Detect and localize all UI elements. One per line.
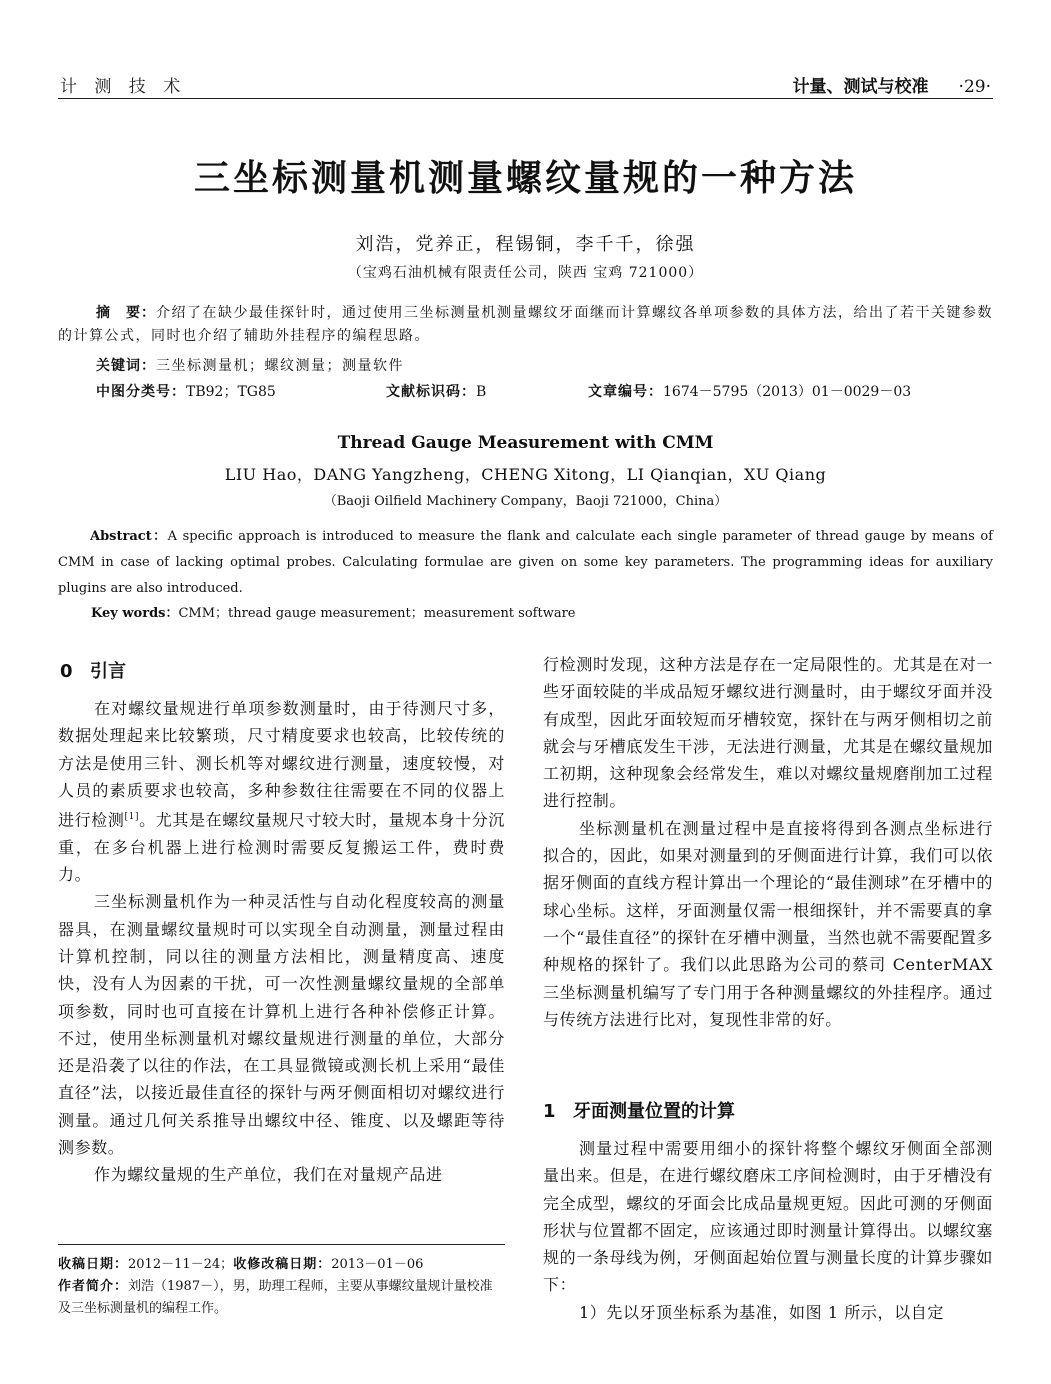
abstract-cn-label: 摘 要：	[96, 305, 156, 321]
section-1-body	[543, 1135, 993, 1326]
keywords-en	[91, 602, 576, 621]
author-list: 刘浩，党养正，程锡铜，李千千，徐强	[355, 234, 696, 255]
left-column-body	[58, 695, 505, 1189]
section-1-paragraph-1: 测量过程中需要用细小的探针将整个螺纹牙侧面全部测量出来。但是，在进行螺纹磨床工序间检测时，由于牙槽没有完全成型，螺纹的牙面会比成品量规更短。因此可测的牙侧面形状与位置都不固定，应该通过即时测量计算得出。以螺纹塞规的一条母线为例，牙侧面起始位置与测量长度的计算步骤如下：	[543, 1139, 993, 1295]
section-1-paragraph-2: 1）先以牙顶坐标系为基准，如图 1 所示，以自定	[579, 1302, 944, 1322]
intro-paragraph-3: 作为螺纹量规的生产单位，我们在对量规产品进	[94, 1165, 443, 1185]
section-0-title: 引言	[90, 661, 126, 682]
keywords-en-label: Key words：	[91, 606, 179, 621]
intro-paragraph-1: 在对螺纹量规进行单项参数测量时，由于待测尺寸多，数据处理起来比较繁琐，尺寸精度要求也较高，比较传统的方法是使用三针、测长机等对螺纹进行测量，速度较慢，对人员的素质要求也较高，多种参数往往需要在不同的仪器上进行检测[1]。尤其是在螺纹量规尺寸较大时，量规本身十分沉重，在多台机器上进行检测时需要反复搬运工件，费时费力。	[58, 699, 505, 885]
abstract-cn-text: 介绍了在缺少最佳探针时，通过使用三坐标测量机测量螺纹牙面继而计算螺纹各单项参数的具体方法，给出了若干关键参数的计算公式，同时也介绍了辅助外挂程序的编程思路。	[58, 305, 993, 344]
received-dates: 收稿日期：2012－11－24；收修改稿日期：2013－01－06	[58, 1257, 424, 1272]
section-0-heading	[60, 657, 126, 683]
section-name: 计量、测试与校准	[792, 77, 929, 97]
section-header	[793, 72, 991, 97]
english-affiliation: （Baoji Oilfield Machinery Company，Baoji 721000，China）	[323, 494, 728, 509]
citation-ref: [1]	[124, 812, 140, 823]
abstract-en-label: Abstract：	[90, 529, 168, 544]
section-1-number: 1	[543, 1101, 556, 1122]
section-0-number: 0	[60, 661, 73, 682]
keywords-en-text: CMM；thread gauge measurement；measurement software	[178, 606, 576, 621]
footnote-rule	[58, 1244, 505, 1245]
section-1-heading	[543, 1097, 735, 1123]
affiliation: （宝鸡石油机械有限责任公司，陕西 宝鸡 721000）	[347, 265, 704, 281]
journal-name: 计 测 技 术	[60, 77, 187, 97]
page-number: ·29·	[958, 77, 991, 97]
keywords-cn-label: 关键词：	[96, 358, 156, 374]
author-bio: 作者简介：刘浩（1987－），男，助理工程师，主要从事螺纹量规计量校准及三坐标测量机的编程工作。	[58, 1279, 493, 1316]
english-authors: LIU Hao，DANG Yangzheng，CHENG Xitong，LI Qianqian，XU Qiang	[224, 465, 827, 484]
abstract-en	[58, 524, 993, 602]
header-rule	[58, 98, 993, 99]
article-number: 文章编号：1674－5795（2013）01－0029－03	[588, 384, 912, 400]
intro-paragraph-2: 三坐标测量机作为一种灵活性与自动化程度较高的测量器具，在测量螺纹量规时可以实现全自动测量，测量过程由计算机控制，同以往的测量方法相比，测量精度高、速度快，没有人为因素的干扰，可一次性测量螺纹量规的全部单项参数，同时也可直接在计算机上进行各种补偿修正计算。不过，使用坐标测量机对螺纹量规进行测量的单位，大部分还是沿袭了以往的作法，在工具显微镜或测长机上采用“最佳直径”法，以接近最佳直径的探针与两牙侧面相切对螺纹进行测量。通过几何关系推导出螺纹中径、锥度、以及螺距等待测参数。	[58, 892, 505, 1158]
keywords-cn	[96, 355, 404, 375]
abstract-cn	[58, 302, 993, 348]
footnote	[58, 1254, 505, 1320]
english-title: Thread Gauge Measurement with CMM	[337, 433, 714, 453]
abstract-en-text: A specific approach is introduced to measure the flank and calculate each single parameter of thread gauge by means of CMM in case of lacking optimal probes. Calculating formulae are given on some key parameters. The programming ideas for auxiliary plugins are also introduced.	[58, 529, 993, 596]
paper-title: 三坐标测量机测量螺纹量规的一种方法	[193, 158, 857, 199]
right-column-body	[543, 651, 993, 1033]
doc-code: 文献标识码：B	[386, 384, 487, 400]
right-paragraph-2: 坐标测量机在测量过程中是直接将得到各测点坐标进行拟合的，因此，如果对测量到的牙侧面进行计算，我们可以依据牙侧面的直线方程计算出一个理论的“最佳测球”在牙槽中的球心坐标。这样，牙面测量仅需一根细探针，并不需要真的拿一个“最佳直径”的探针在牙槽中测量，当然也就不需要配置多种规格的探针了。我们以此思路为公司的蔡司 CenterMAX 三坐标测量机编写了专门用于各种测量螺纹的外挂程序。通过与传统方法进行比对，复现性非常的好。	[543, 818, 993, 1029]
clc-code: 中图分类号：TB92；TG85	[96, 384, 276, 400]
right-paragraph-1: 行检测时发现，这种方法是存在一定局限性的。尤其是在对一些牙面较陡的半成品短牙螺纹进行测量时，由于螺纹牙面并没有成型，因此牙面较短而牙槽较宽，探针在与两牙侧相切之前就会与牙槽底发生干涉，无法进行测量，尤其是在螺纹量规加工初期，这种现象会经常发生，难以对螺纹量规磨削加工过程进行控制。	[543, 655, 993, 811]
section-1-title: 牙面测量位置的计算	[573, 1101, 735, 1122]
keywords-cn-text: 三坐标测量机；螺纹测量；测量软件	[156, 358, 404, 374]
